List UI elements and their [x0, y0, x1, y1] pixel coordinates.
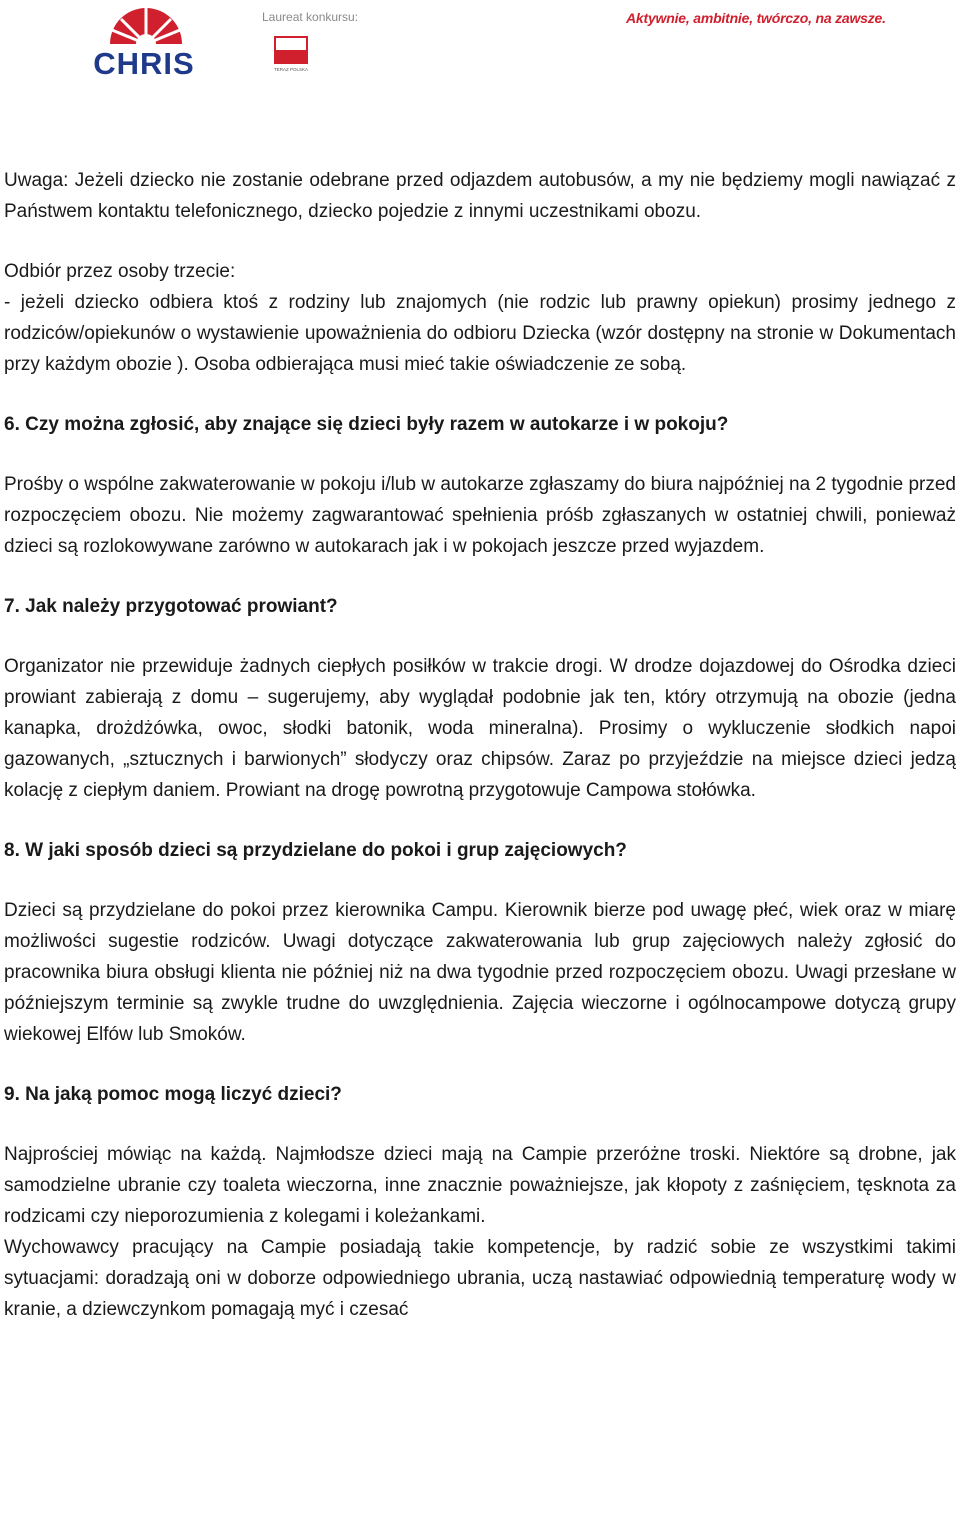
answer-8: Dzieci są przydzielane do pokoi przez kierownika Campu. Kierownik bierze pod uwagę płeć, wiek oraz w miarę możliwości sugestie rodziców. Uwagi dotyczące zakwaterowania lub grup zajęciowych należy zgłosić do pracownika biura obsługi klienta nie później niż na dwa tygodnie przed rozpoczęciem obozu. Uwagi przesłane w późniejszym terminie są zwykle trudne do uwzględnienia. Zajęcia wieczorne i ogólnocampowe dotyczą grupy wiekowej Elfów lub Smoków. [4, 900, 956, 1045]
answer-7: Organizator nie przewiduje żadnych ciepłych posiłków w trakcie drogi. W drodze dojazdowej do Ośrodka dzieci prowiant zabierają z domu – sugerujemy, aby wyglądał podobnie jak ten, który otrzymują na obozie (jedna kanapka, drożdżówka, owoc, słodki batonik, woda mineralna). Prosimy o wykluczenie słodkich napoi gazowanych, „sztucznych i barwionych” słodyczy oraz chipsów. Zaraz po przyjeździe na miejsce dzieci jedzą kolację z ciepłym daniem. Prowiant na drogę powrotną przygotowuje Campowa stołówka. [4, 656, 956, 801]
answer-6: Prośby o wspólne zakwaterowanie w pokoju i/lub w autokarze zgłaszamy do biura najpóźniej na 2 tygodnie przed rozpoczęciem obozu. Nie możemy zagwarantować spełnienia próśb zgłaszanych w ostatniej chwili, ponieważ dzieci są rozlokowywane zarówno w autokarach jak i w pokojach jeszcze przed wyjazdem. [4, 474, 956, 557]
svg-text:TERAZ POLSKA: TERAZ POLSKA [274, 67, 308, 72]
laureat-label: Laureat konkursu: [262, 10, 359, 24]
question-9: 9. Na jaką pomoc mogą liczyć dzieci? [4, 1084, 342, 1105]
slogan [626, 10, 886, 26]
page-header [0, 0, 960, 90]
chris-logo [58, 8, 233, 80]
question-6: 6. Czy można zgłosić, aby znające się dzieci były razem w autokarze i w pokoju? [4, 414, 729, 435]
odbior-paragraph: - jeżeli dziecko odbiera ktoś z rodziny lub znajomych (nie rodzic lub prawny opiekun) prosimy jednego z rodziców/opiekunów o wystawienie upoważnienia do odbioru Dziecka (wzór dostępny na stronie w Dokumentach przy każdym obozie ). Osoba odbierająca musi mieć takie oświadczenie ze sobą. [4, 292, 956, 375]
answer-9-part-1: Najprościej mówiąc na każdą. Najmłodsze dzieci mają na Campie przeróżne troski. Niektóre są drobne, jak samodzielne ubranie czy toaleta wieczorna, inne znacznie poważniejsze, jak kłopoty z zaśnięciem, tęsknota za rodzicami czy nieporozumienia z kolegami i koleżankami. [4, 1144, 956, 1227]
teraz-polska-emblem [274, 36, 308, 74]
svg-text:CHRIS: CHRIS [93, 46, 195, 80]
uwaga-paragraph: Uwaga: Jeżeli dziecko nie zostanie odebrane przed odjazdem autobusów, a my nie będziemy mogli nawiązać z Państwem kontaktu telefonicznego, dziecko pojedzie z innymi uczestnikami obozu. [4, 170, 956, 222]
document-body [4, 165, 956, 1325]
question-8: 8. W jaki sposób dzieci są przydzielane do pokoi i grup zajęciowych? [4, 840, 627, 861]
question-7: 7. Jak należy przygotować prowiant? [4, 596, 338, 617]
slogan-bold: na zawsze. [815, 10, 886, 26]
answer-9-part-2: Wychowawcy pracujący na Campie posiadają takie kompetencje, by radzić sobie ze wszystkimi takimi sytuacjami: doradzają oni w doborze odpowiedniego ubrania, uczą nastawiać odpowiednią temperaturę wody w kranie, a dziewczynkom pomagają myć i czesać [4, 1237, 956, 1320]
slogan-main: Aktywnie, ambitnie, twórczo, [626, 10, 812, 26]
odbior-title: Odbiór przez osoby trzecie: [4, 261, 236, 282]
